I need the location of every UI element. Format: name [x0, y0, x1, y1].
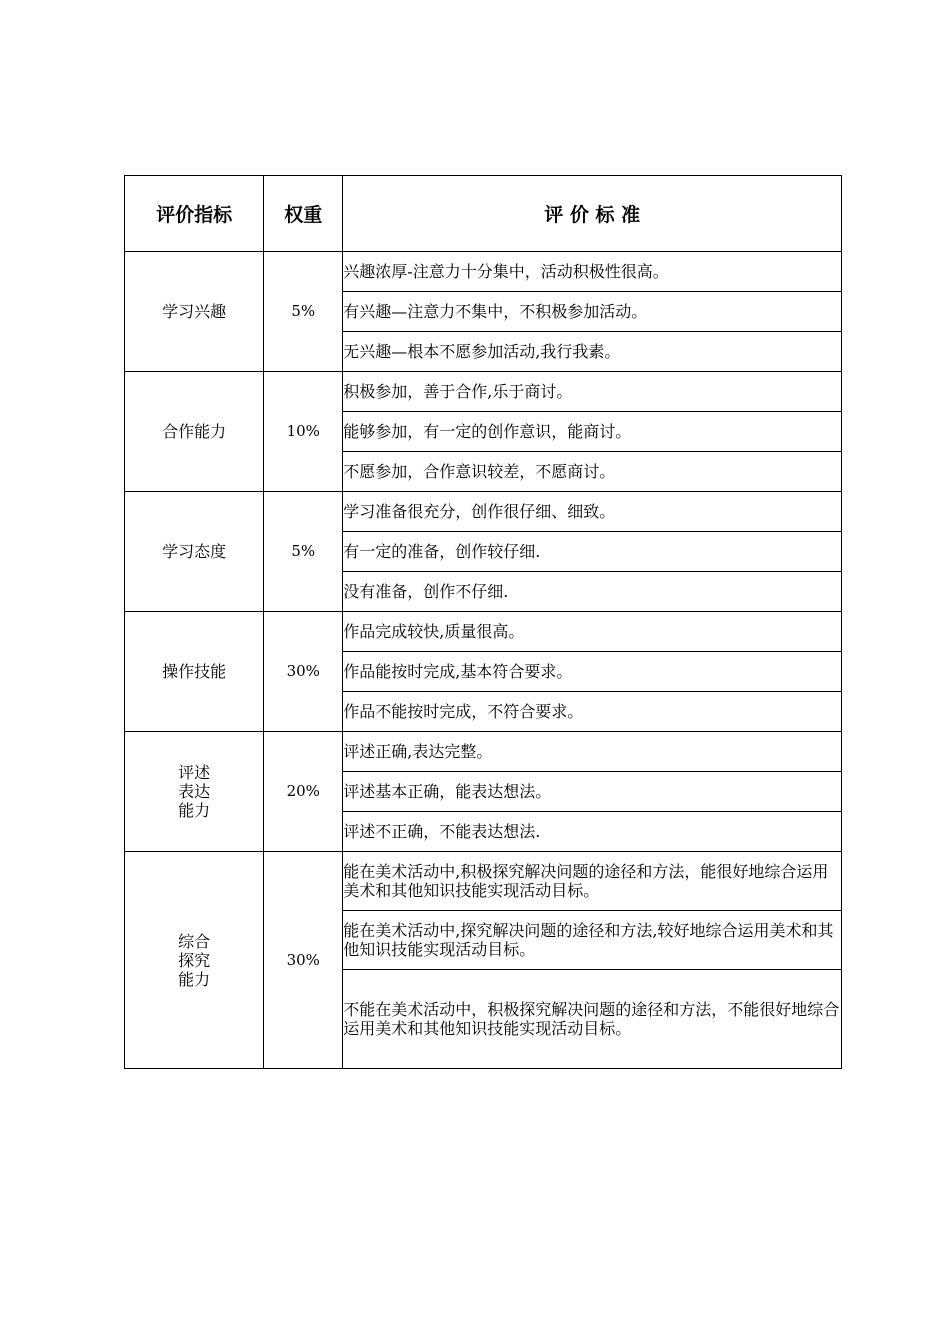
header-weight: 权重	[264, 176, 343, 252]
weight-cell: 5%	[264, 492, 343, 612]
indicator-text: 综合探究能力	[178, 931, 211, 989]
table-header-row	[125, 176, 842, 252]
weight-cell: 30%	[264, 852, 343, 1069]
table-row	[125, 492, 842, 532]
criteria-cell: 有兴趣—注意力不集中，不积极参加活动。	[343, 292, 842, 332]
indicator-cell: 合作能力	[125, 372, 264, 492]
criteria-cell: 兴趣浓厚-注意力十分集中，活动积极性很高。	[343, 252, 842, 292]
indicator-cell	[125, 732, 264, 852]
criteria-cell: 无兴趣—根本不愿参加活动,我行我素。	[343, 332, 842, 372]
criteria-cell: 有一定的准备，创作较仔细.	[343, 532, 842, 572]
header-criteria: 评 价 标 准	[343, 176, 842, 252]
indicator-text: 评述表达能力	[178, 763, 211, 820]
criteria-cell: 能在美术活动中,积极探究解决问题的途径和方法，能很好地综合运用美术和其他知识技能实现活动目标。	[343, 852, 842, 911]
evaluation-table	[124, 175, 842, 1069]
criteria-cell: 作品完成较快,质量很高。	[343, 612, 842, 652]
header-indicator: 评价指标	[125, 176, 264, 252]
criteria-cell: 作品不能按时完成，不符合要求。	[343, 692, 842, 732]
criteria-cell: 能够参加，有一定的创作意识，能商讨。	[343, 412, 842, 452]
criteria-cell: 学习准备很充分，创作很仔细、细致。	[343, 492, 842, 532]
table-row	[125, 612, 842, 652]
table-row	[125, 252, 842, 292]
criteria-cell: 不能在美术活动中，积极探究解决问题的途径和方法，不能很好地综合运用美术和其他知识技能实现活动目标。	[343, 970, 842, 1069]
table-row	[125, 732, 842, 772]
indicator-cell: 操作技能	[125, 612, 264, 732]
criteria-cell: 不愿参加，合作意识较差，不愿商讨。	[343, 452, 842, 492]
indicator-cell: 学习兴趣	[125, 252, 264, 372]
criteria-cell: 积极参加，善于合作,乐于商讨。	[343, 372, 842, 412]
weight-cell: 10%	[264, 372, 343, 492]
table-row	[125, 852, 842, 911]
table-row	[125, 372, 842, 412]
criteria-cell: 评述正确,表达完整。	[343, 732, 842, 772]
indicator-cell: 学习态度	[125, 492, 264, 612]
criteria-cell: 评述不正确，不能表达想法.	[343, 812, 842, 852]
criteria-cell: 能在美术活动中,探究解决问题的途径和方法,较好地综合运用美术和其他知识技能实现活动目标。	[343, 911, 842, 970]
criteria-cell: 作品能按时完成,基本符合要求。	[343, 652, 842, 692]
criteria-cell: 没有准备，创作不仔细.	[343, 572, 842, 612]
indicator-cell	[125, 852, 264, 1069]
weight-cell: 5%	[264, 252, 343, 372]
weight-cell: 20%	[264, 732, 343, 852]
weight-cell: 30%	[264, 612, 343, 732]
criteria-cell: 评述基本正确，能表达想法。	[343, 772, 842, 812]
